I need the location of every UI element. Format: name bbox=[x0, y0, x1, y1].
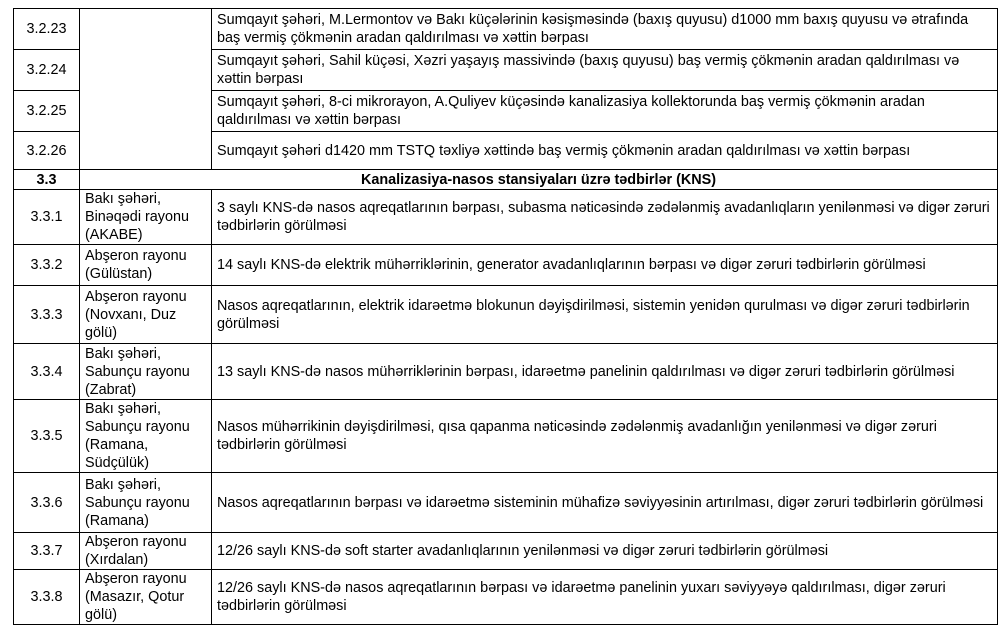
item-description: Nasos aqreqatlarının, elektrik idarəetmə blokunun dəyişdirilməsi, sistemin yenidən qurulması və digər zəruri tədbirlərin görülməsi bbox=[212, 286, 998, 344]
item-description: 12/26 saylı KNS-də nasos aqreqatlarının bərpası və idarəetmə panelinin yuxarı səviyyəyə qaldırılması, digər zəruri tədbirlərin görülməsi bbox=[212, 570, 998, 625]
item-number: 3.3.4 bbox=[14, 344, 80, 400]
table-row bbox=[14, 245, 998, 286]
item-description: 13 saylı KNS-də nasos mühərriklərinin bərpası, idarəetmə panelinin qaldırılması və digər zəruri tədbirlərin görülməsi bbox=[212, 344, 998, 400]
table-row bbox=[14, 533, 998, 570]
item-number: 3.3.5 bbox=[14, 400, 80, 473]
item-location: Bakı şəhəri, Sabunçu rayonu (Ramana) bbox=[80, 473, 212, 533]
item-description: 12/26 saylı KNS-də soft starter avadanlıqlarının yenilənməsi və digər zəruri tədbirlərin görülməsi bbox=[212, 533, 998, 570]
item-number: 3.3.2 bbox=[14, 245, 80, 286]
table-row bbox=[14, 570, 998, 625]
item-description: Sumqayıt şəhəri, 8-ci mikrorayon, A.Quliyev küçəsində kanalizasiya kollektorunda baş vermiş çökmənin aradan qaldırılması və xəttin bərpası bbox=[212, 91, 998, 132]
item-number: 3.2.23 bbox=[14, 9, 80, 50]
section-header-row bbox=[14, 170, 998, 190]
table-row bbox=[14, 344, 998, 400]
item-location: Abşeron rayonu (Xırdalan) bbox=[80, 533, 212, 570]
item-description: Sumqayıt şəhəri d1420 mm TSTQ təxliyə xəttində baş vermiş çökmənin aradan qaldırılması və xəttin bərpası bbox=[212, 132, 998, 170]
section-number: 3.3 bbox=[14, 170, 80, 190]
item-description: 14 saylı KNS-də elektrik mühərriklərinin, generator avadanlıqlarının bərpası və digər zəruri tədbirlərin görülməsi bbox=[212, 245, 998, 286]
item-description: Sumqayıt şəhəri, Sahil küçəsi, Xəzri yaşayış massivində (baxış quyusu) baş vermiş çökmənin aradan qaldırılması və xəttin bərpası bbox=[212, 50, 998, 91]
table-row bbox=[14, 286, 998, 344]
table-row bbox=[14, 400, 998, 473]
item-location: Bakı şəhəri, Sabunçu rayonu (Zabrat) bbox=[80, 344, 212, 400]
item-location: Abşeron rayonu (Novxanı, Duz gölü) bbox=[80, 286, 212, 344]
item-number: 3.3.3 bbox=[14, 286, 80, 344]
item-number: 3.3.1 bbox=[14, 190, 80, 245]
section-title: Kanalizasiya-nasos stansiyaları üzrə tədbirlər (KNS) bbox=[80, 170, 998, 190]
item-location: Abşeron rayonu (Gülüstan) bbox=[80, 245, 212, 286]
item-description: 3 saylı KNS-də nasos aqreqatlarının bərpası, subasma nəticəsində zədələnmiş avadanlıqların yenilənməsi və digər zəruri tədbirlərin görülməsi bbox=[212, 190, 998, 245]
item-location: Abşeron rayonu (Masazır, Qotur gölü) bbox=[80, 570, 212, 625]
item-description: Sumqayıt şəhəri, M.Lermontov və Bakı küçələrinin kəsişməsində (baxış quyusu) d1000 mm baxış quyusu və ətrafında baş vermiş çökmənin aradan qaldırılması və xəttin bərpası bbox=[212, 9, 998, 50]
item-number: 3.3.7 bbox=[14, 533, 80, 570]
item-number: 3.2.25 bbox=[14, 91, 80, 132]
item-number: 3.2.24 bbox=[14, 50, 80, 91]
item-location: Bakı şəhəri, Sabunçu rayonu (Ramana, Südçülük) bbox=[80, 400, 212, 473]
table-row bbox=[14, 473, 998, 533]
measures-table bbox=[13, 8, 998, 625]
item-location: Bakı şəhəri, Binəqədi rayonu (AKABE) bbox=[80, 190, 212, 245]
table-row bbox=[14, 190, 998, 245]
item-description: Nasos aqreqatlarının bərpası və idarəetmə sisteminin mühafizə səviyyəsinin artırılması, digər zəruri tədbirlərin görülməsi bbox=[212, 473, 998, 533]
item-number: 3.2.26 bbox=[14, 132, 80, 170]
item-number: 3.3.6 bbox=[14, 473, 80, 533]
table-row bbox=[14, 9, 998, 50]
location-cell-empty bbox=[80, 9, 212, 170]
item-number: 3.3.8 bbox=[14, 570, 80, 625]
item-description: Nasos mühərrikinin dəyişdirilməsi, qısa qapanma nəticəsində zədələnmiş avadanlığın yenilənməsi və digər zəruri tədbirlərin görülməsi bbox=[212, 400, 998, 473]
